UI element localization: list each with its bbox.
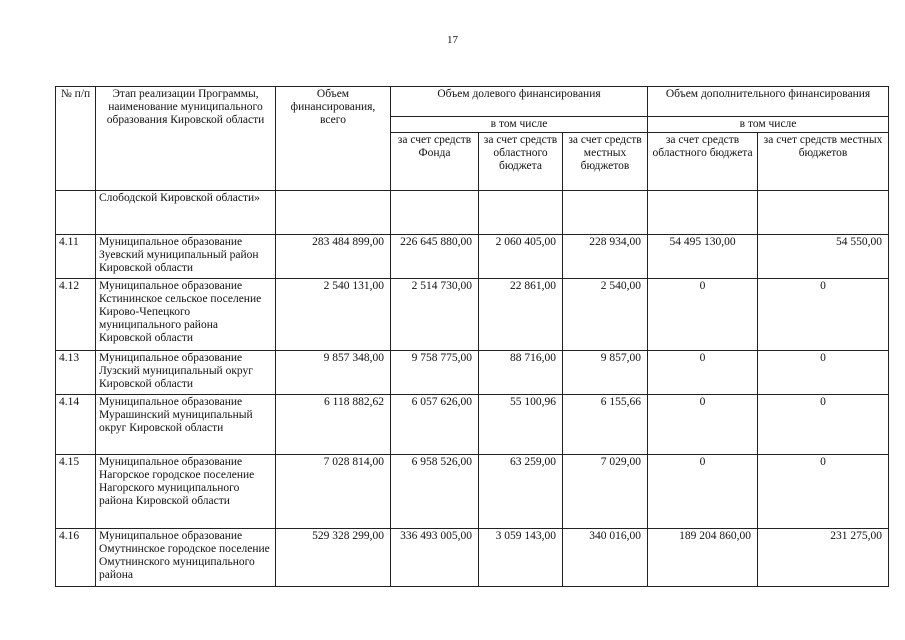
cell-name: Слободской Кировской области» (96, 191, 276, 235)
cell-no: 4.13 (56, 351, 96, 395)
header-share-incl: в том числе (391, 117, 648, 133)
table-row (56, 351, 889, 395)
cell-local: 228 934,00 (563, 235, 648, 279)
cell-fund: 336 493 005,00 (391, 529, 479, 587)
cell-total: 529 328 299,00 (276, 529, 391, 587)
cell-extra-local: 0 (758, 455, 889, 529)
table-row (56, 191, 889, 235)
cell-local: 9 857,00 (563, 351, 648, 395)
cell-extra-region (648, 191, 758, 235)
cell-name: Муниципальное образование Омутнинское городское поселение Омутнинского муниципального района (96, 529, 276, 587)
cell-no: 4.11 (56, 235, 96, 279)
cell-extra-region: 0 (648, 279, 758, 351)
cell-local: 6 155,66 (563, 395, 648, 455)
cell-total (276, 191, 391, 235)
cell-local: 7 029,00 (563, 455, 648, 529)
cell-fund: 6 958 526,00 (391, 455, 479, 529)
cell-no: 4.16 (56, 529, 96, 587)
cell-name: Муниципальное образование Зуевский муниципальный район Кировской области (96, 235, 276, 279)
cell-no: 4.15 (56, 455, 96, 529)
header-extra-region: за счет средств областного бюджета (648, 133, 758, 191)
cell-total: 7 028 814,00 (276, 455, 391, 529)
cell-no: 4.14 (56, 395, 96, 455)
cell-extra-region: 54 495 130,00 (648, 235, 758, 279)
cell-region: 63 259,00 (479, 455, 563, 529)
cell-local (563, 191, 648, 235)
header-extra-group: Объем дополнительного финансирования (648, 87, 889, 117)
cell-extra-local: 54 550,00 (758, 235, 889, 279)
cell-region: 22 861,00 (479, 279, 563, 351)
header-stage: Этап реализации Программы, наименование муниципального образования Кировской области (96, 87, 276, 191)
cell-extra-local: 0 (758, 279, 889, 351)
cell-fund: 9 758 775,00 (391, 351, 479, 395)
table-row (56, 455, 889, 529)
cell-region (479, 191, 563, 235)
cell-total: 283 484 899,00 (276, 235, 391, 279)
cell-fund: 6 057 626,00 (391, 395, 479, 455)
cell-extra-region: 0 (648, 395, 758, 455)
cell-local: 340 016,00 (563, 529, 648, 587)
cell-extra-local: 0 (758, 395, 889, 455)
table-row (56, 395, 889, 455)
header-share-local: за счет средств местных бюджетов (563, 133, 648, 191)
cell-extra-local: 0 (758, 351, 889, 395)
table-row (56, 529, 889, 587)
cell-extra-region: 0 (648, 351, 758, 395)
cell-region: 2 060 405,00 (479, 235, 563, 279)
financing-table (55, 86, 889, 587)
page-number: 17 (447, 34, 458, 46)
cell-extra-local: 231 275,00 (758, 529, 889, 587)
header-share-fund: за счет средств Фонда (391, 133, 479, 191)
cell-local: 2 540,00 (563, 279, 648, 351)
cell-extra-local (758, 191, 889, 235)
header-extra-local: за счет средств местных бюджетов (758, 133, 889, 191)
cell-name: Муниципальное образование Лузский муниципальный округ Кировской области (96, 351, 276, 395)
cell-region: 3 059 143,00 (479, 529, 563, 587)
cell-total: 9 857 348,00 (276, 351, 391, 395)
cell-fund: 2 514 730,00 (391, 279, 479, 351)
header-share-group: Объем долевого финансирования (391, 87, 648, 117)
cell-name: Муниципальное образование Нагорское городское поселение Нагорского муниципального района Кировской области (96, 455, 276, 529)
table-row (56, 279, 889, 351)
header-total: Объем финансирования, всего (276, 87, 391, 191)
cell-fund: 226 645 880,00 (391, 235, 479, 279)
cell-region: 88 716,00 (479, 351, 563, 395)
header-extra-incl: в том числе (648, 117, 889, 133)
cell-region: 55 100,96 (479, 395, 563, 455)
cell-total: 6 118 882,62 (276, 395, 391, 455)
cell-no: 4.12 (56, 279, 96, 351)
cell-total: 2 540 131,00 (276, 279, 391, 351)
cell-no (56, 191, 96, 235)
header-no: № п/п (56, 87, 96, 191)
cell-name: Муниципальное образование Мурашинский муниципальный округ Кировской области (96, 395, 276, 455)
cell-extra-region: 0 (648, 455, 758, 529)
cell-name: Муниципальное образование Кстининское сельское поселение Кирово-Чепецкого муниципального района Кировской области (96, 279, 276, 351)
cell-extra-region: 189 204 860,00 (648, 529, 758, 587)
cell-fund (391, 191, 479, 235)
table-row (56, 235, 889, 279)
header-share-region: за счет средств областного бюджета (479, 133, 563, 191)
